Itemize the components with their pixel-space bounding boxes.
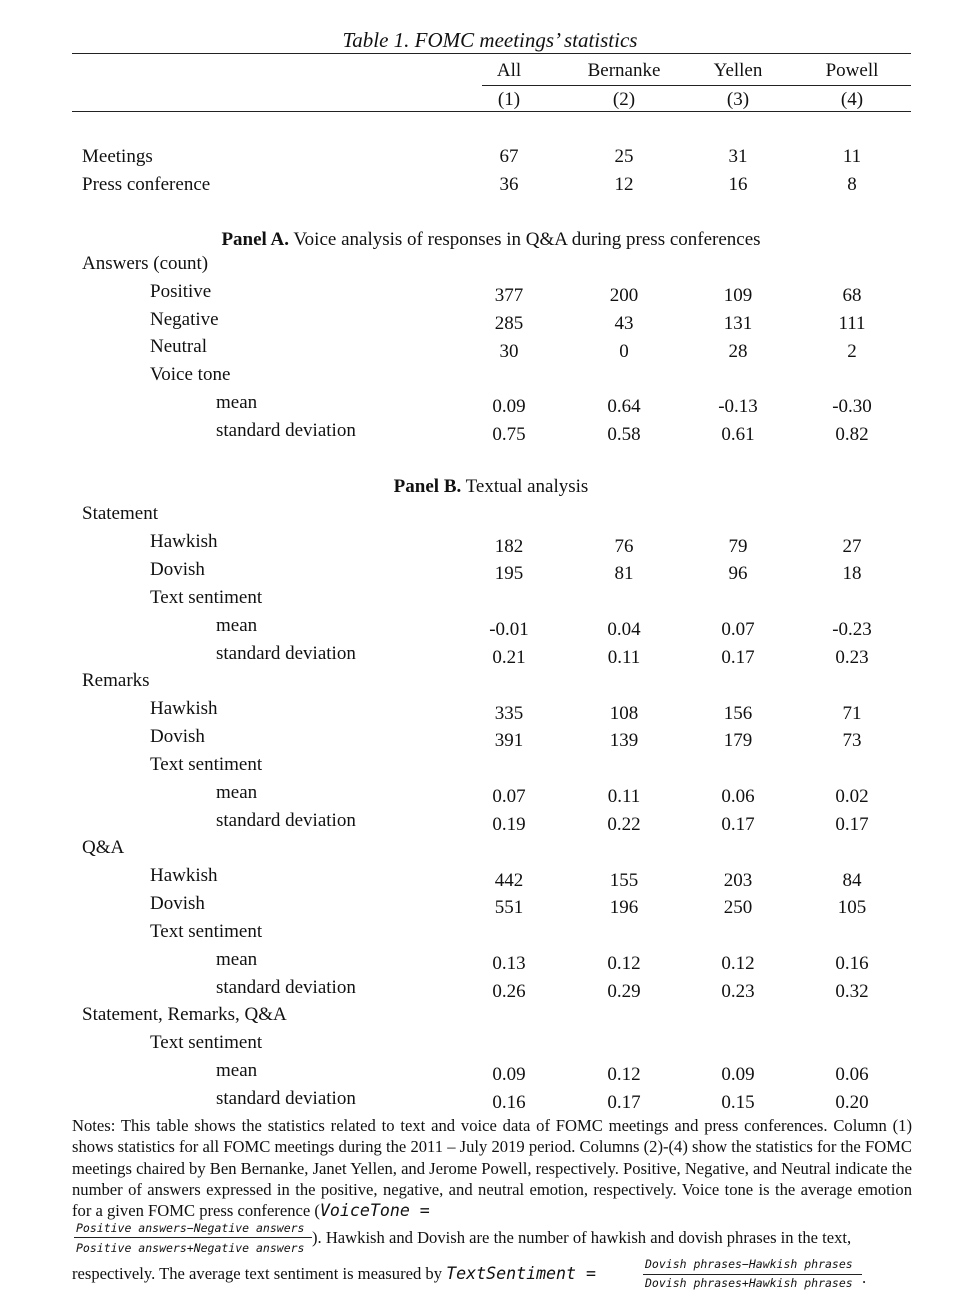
voice-tone-row-1-col1: 0.75 <box>492 424 526 445</box>
combined-stat-label: standard deviation <box>216 1088 356 1109</box>
section-1-stat-row-0-col3: 0.06 <box>721 786 755 807</box>
section-1-stat-row-1-col3: 0.17 <box>721 814 755 835</box>
answer-row-1-col4: 111 <box>838 313 866 334</box>
section-1-count-row-0-col1: 335 <box>494 703 524 724</box>
section-0-stat-row-1-col4: 0.23 <box>835 647 869 668</box>
panel-a-title-bold: Panel A. <box>221 229 289 250</box>
voice-tone-row-1-col3: 0.61 <box>721 424 755 445</box>
section-2-count-row-1-col4: 105 <box>837 897 867 918</box>
sentiment-stat-label: mean <box>216 782 258 803</box>
section-0-count-row-0-col4: 27 <box>842 536 862 557</box>
voice-tone-stat-label: mean <box>216 392 258 413</box>
section-0-stat-row-0-col3: 0.07 <box>721 619 755 640</box>
section-2-stat-row-0-col2: 0.12 <box>607 953 641 974</box>
section-0-count-row-0-col2: 76 <box>614 536 634 557</box>
sentiment-stat-label: mean <box>216 949 258 970</box>
answer-row-2-col3: 28 <box>728 341 748 362</box>
section-2-stat-row-1-col4: 0.32 <box>835 981 869 1002</box>
text-sentiment-label: Text sentiment <box>150 754 263 775</box>
section-1-stat-row-1-col1: 0.19 <box>492 814 526 835</box>
phrase-count-label: Hawkish <box>150 865 218 886</box>
combined-stat-row-0-col2: 0.12 <box>607 1064 641 1085</box>
table-row-1-col2: 12 <box>614 174 634 195</box>
table-title: Table 1. FOMC meetings’ statistics <box>342 28 638 52</box>
section-2-count-row-1-col2: 196 <box>609 897 639 918</box>
combined-stat-row-1-col1: 0.16 <box>492 1092 526 1113</box>
column-number-3: (3) <box>726 89 750 110</box>
column-number-2: (2) <box>612 89 636 110</box>
voice-tone-row-0-col4: -0.30 <box>832 396 872 417</box>
section-0-stat-row-1-col2: 0.11 <box>607 647 641 668</box>
voice-tone-row-0-col2: 0.64 <box>607 396 641 417</box>
notes-period: . <box>862 1268 867 1287</box>
table-row-1-col4: 8 <box>847 174 857 195</box>
section-2-stat-row-1-col3: 0.23 <box>721 981 755 1002</box>
header-underline-all <box>482 85 911 86</box>
answer-row-0-col4: 68 <box>842 285 862 306</box>
combined-sentiment-label: Text sentiment <box>150 1032 263 1053</box>
section-1-stat-row-0-col4: 0.02 <box>835 786 869 807</box>
answer-row-1-col3: 131 <box>723 313 753 334</box>
section-2-stat-row-0-col1: 0.13 <box>492 953 526 974</box>
column-header-1: All <box>496 60 522 81</box>
combined-label: Statement, Remarks, Q&A <box>82 1004 287 1025</box>
section-1-count-row-1-col4: 73 <box>842 730 862 751</box>
column-header-2: Bernanke <box>587 60 661 81</box>
section-0-count-row-1-col1: 195 <box>494 563 524 584</box>
text-sentiment-denominator: Dovish phrases+Hawkish phrases <box>645 1276 853 1290</box>
section-0-stat-row-0-col4: -0.23 <box>832 619 872 640</box>
answer-row-2-col2: 0 <box>619 341 629 362</box>
section-0-stat-row-0-col2: 0.04 <box>607 619 641 640</box>
header-bottom-rule <box>72 111 911 112</box>
section-1-count-row-0-col4: 71 <box>842 703 862 724</box>
voice-tone-row-1-col2: 0.58 <box>607 424 641 445</box>
combined-stat-row-1-col3: 0.15 <box>721 1092 755 1113</box>
section-1-stat-row-0-col1: 0.07 <box>492 786 526 807</box>
voice-tone-label: Voice tone <box>150 364 231 385</box>
voice-tone-row-1-col4: 0.82 <box>835 424 869 445</box>
text-sentiment-numerator: Dovish phrases−Hawkish phrases <box>645 1257 853 1271</box>
voice-tone-row-0-col3: -0.13 <box>718 396 758 417</box>
section-label: Q&A <box>82 837 125 858</box>
answer-row-2-col1: 30 <box>499 341 519 362</box>
section-0-stat-row-0-col1: -0.01 <box>489 619 529 640</box>
panel-a-title-text: Voice analysis of responses in Q&A during press conferences <box>289 229 761 250</box>
phrase-count-label: Dovish <box>150 726 205 747</box>
row-label: Meetings <box>82 146 153 167</box>
table-row-1-col3: 16 <box>728 174 748 195</box>
section-2-stat-row-0-col3: 0.12 <box>721 953 755 974</box>
voice-tone-row-0-col1: 0.09 <box>492 396 526 417</box>
section-label: Statement <box>82 503 158 524</box>
combined-stat-label: mean <box>216 1060 258 1081</box>
text-sentiment-label: Text sentiment <box>150 587 263 608</box>
panel-a-title <box>221 229 760 251</box>
answer-row-label: Positive <box>150 281 212 302</box>
section-2-count-row-0-col1: 442 <box>494 870 524 891</box>
text-sentiment-fraction-bar <box>643 1274 862 1275</box>
answer-row-1-col1: 285 <box>494 313 524 334</box>
sentiment-stat-label: standard deviation <box>216 643 356 664</box>
table-row-0-col4: 11 <box>842 146 862 167</box>
column-header-4: Powell <box>825 60 879 81</box>
column-header-3: Yellen <box>713 60 763 81</box>
section-2-count-row-0-col3: 203 <box>723 870 753 891</box>
text-sentiment-label: Text sentiment <box>150 921 263 942</box>
section-1-stat-row-0-col2: 0.11 <box>607 786 641 807</box>
phrase-count-label: Hawkish <box>150 531 218 552</box>
row-label: Press conference <box>82 174 211 195</box>
voice-tone-fraction-bar <box>74 1237 312 1238</box>
answer-row-label: Neutral <box>150 336 207 357</box>
text-sentiment-variable: TextSentiment = <box>446 1264 597 1283</box>
column-number-4: (4) <box>840 89 864 110</box>
table-row-1-col1: 36 <box>499 174 519 195</box>
notes-last-text: respectively. The average text sentiment is measured by <box>72 1264 447 1283</box>
combined-stat-row-0-col3: 0.09 <box>721 1064 755 1085</box>
table-row-0-col2: 25 <box>614 146 634 167</box>
answer-row-label: Negative <box>150 309 219 330</box>
voice-tone-stat-label: standard deviation <box>216 420 356 441</box>
panel-b-title-bold: Panel B. <box>393 476 462 497</box>
combined-stat-row-0-col4: 0.06 <box>835 1064 869 1085</box>
answer-row-1-col2: 43 <box>614 313 634 334</box>
answer-row-0-col3: 109 <box>723 285 753 306</box>
section-2-count-row-0-col2: 155 <box>609 870 639 891</box>
section-0-count-row-1-col3: 96 <box>728 563 748 584</box>
section-2-count-row-0-col4: 84 <box>842 870 862 891</box>
section-0-count-row-1-col4: 18 <box>842 563 862 584</box>
sentiment-stat-label: mean <box>216 615 258 636</box>
combined-stat-row-0-col1: 0.09 <box>492 1064 526 1085</box>
section-0-count-row-1-col2: 81 <box>614 563 634 584</box>
combined-stat-row-1-col2: 0.17 <box>607 1092 641 1113</box>
voice-tone-denominator: Positive answers+Negative answers <box>76 1241 305 1255</box>
phrase-count-label: Hawkish <box>150 698 218 719</box>
section-label: Remarks <box>82 670 150 691</box>
section-0-stat-row-1-col1: 0.21 <box>492 647 526 668</box>
section-1-count-row-0-col3: 156 <box>723 703 753 724</box>
table-row-0-col1: 67 <box>499 146 519 167</box>
section-1-stat-row-1-col4: 0.17 <box>835 814 869 835</box>
notes-after-voice: ). Hawkish and Dovish are the number of hawkish and dovish phrases in the text, <box>312 1228 852 1247</box>
section-1-count-row-1-col3: 179 <box>723 730 753 751</box>
section-1-stat-row-1-col2: 0.22 <box>607 814 641 835</box>
panel-b-title-text: Textual analysis <box>461 476 589 497</box>
notes-text: Notes: This table shows the statistics related to text and voice data of FOMC meetings and press conferences. Column (1) shows statistics for all FOMC meetings during the 2011 – July 2019 period. Columns (2)-(4) show the statistics for the FOMC meetings chaired by Ben Bernanke, Janet Yellen, and Jerome Powell, respectively. Positive, Negative, and Neutral indicate the number of answers expressed in the positive, negative, and neutral emotion, respectively. Voice tone is the average emotion for a given FOMC press conference ( <box>72 1116 912 1221</box>
section-2-stat-row-0-col4: 0.16 <box>835 953 869 974</box>
sentiment-stat-label: standard deviation <box>216 810 356 831</box>
section-1-count-row-0-col2: 108 <box>609 703 639 724</box>
column-number-1: (1) <box>497 89 521 110</box>
answer-row-2-col4: 2 <box>847 341 857 362</box>
section-0-count-row-0-col1: 182 <box>494 536 524 557</box>
answer-row-0-col1: 377 <box>494 285 524 306</box>
panel-b-title <box>394 476 589 498</box>
phrase-count-label: Dovish <box>150 559 205 580</box>
section-1-count-row-1-col2: 139 <box>609 730 639 751</box>
answer-row-0-col2: 200 <box>609 285 639 306</box>
sentiment-stat-label: standard deviation <box>216 977 356 998</box>
notes-last-line <box>72 1264 596 1284</box>
table-row-0-col3: 31 <box>728 146 748 167</box>
section-2-stat-row-1-col1: 0.26 <box>492 981 526 1002</box>
section-0-count-row-0-col3: 79 <box>728 536 748 557</box>
section-2-count-row-1-col3: 250 <box>723 897 753 918</box>
combined-stat-row-1-col4: 0.20 <box>835 1092 869 1113</box>
section-2-stat-row-1-col2: 0.29 <box>607 981 641 1002</box>
answers-count-label: Answers (count) <box>82 253 209 274</box>
section-1-count-row-1-col1: 391 <box>494 730 524 751</box>
voice-tone-numerator: Positive answers−Negative answers <box>76 1221 305 1235</box>
top-rule <box>72 53 911 54</box>
phrase-count-label: Dovish <box>150 893 205 914</box>
section-2-count-row-1-col1: 551 <box>494 897 524 918</box>
notes-paragraph <box>72 1115 912 1221</box>
voice-tone-variable: VoiceTone = <box>319 1201 430 1221</box>
section-0-stat-row-1-col3: 0.17 <box>721 647 755 668</box>
